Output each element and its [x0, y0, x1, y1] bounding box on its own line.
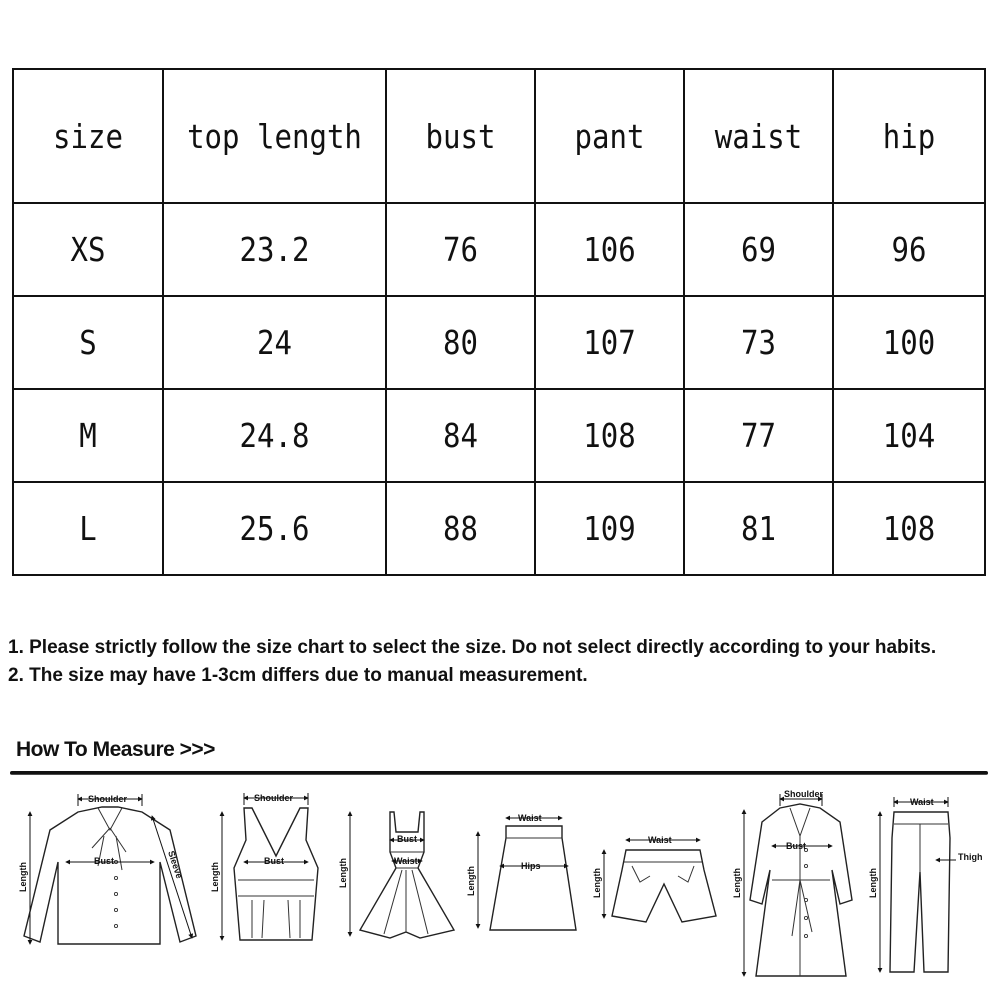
cell-waist: 73: [693, 296, 824, 389]
cell-top-length: 24.8: [176, 389, 372, 482]
cell-bust: 84: [395, 389, 526, 482]
coat-figure: [732, 789, 852, 976]
blouse-figure: [18, 794, 196, 944]
cell-top-length: 25.6: [176, 482, 372, 575]
shorts-waist-label: Waist: [648, 835, 672, 845]
blouse-bust-label: Bust: [94, 856, 114, 866]
cell-size: XS: [22, 203, 154, 296]
table-row: [13, 203, 985, 296]
table-header-row: [13, 69, 985, 203]
cell-size: M: [22, 389, 154, 482]
table-row: [13, 389, 985, 482]
dress-bust-label: Bust: [397, 834, 417, 844]
shorts-length-label: Length: [592, 868, 602, 898]
pants-figure: [868, 797, 983, 972]
cell-top-length: 23.2: [176, 203, 372, 296]
tank-figure: [210, 793, 318, 940]
cell-hip: 108: [842, 482, 976, 575]
tank-length-label: Length: [210, 862, 220, 892]
cell-pant: 106: [544, 203, 675, 296]
pants-length-label: Length: [868, 868, 878, 898]
header-bust: bust: [395, 69, 526, 203]
shorts-figure: [592, 835, 716, 922]
blouse-shoulder-label: Shoulder: [88, 794, 128, 804]
skirt-figure: [466, 813, 576, 930]
table-row: [13, 482, 985, 575]
cell-top-length: 24: [176, 296, 372, 389]
cell-bust: 76: [395, 203, 526, 296]
skirt-length-label: Length: [466, 866, 476, 896]
section-divider: [10, 771, 988, 775]
cell-size: L: [22, 482, 154, 575]
pants-waist-label: Waist: [910, 797, 934, 807]
tank-shoulder-label: Shoulder: [254, 793, 294, 803]
cell-pant: 109: [544, 482, 675, 575]
cell-pant: 108: [544, 389, 675, 482]
cell-bust: 88: [395, 482, 526, 575]
cell-size: S: [22, 296, 154, 389]
size-chart-table: [12, 68, 986, 576]
cell-waist: 77: [693, 389, 824, 482]
header-top-length: top length: [176, 69, 372, 203]
blouse-sleeve-label: Sleeve: [166, 849, 185, 880]
dress-figure: [338, 812, 454, 938]
tank-bust-label: Bust: [264, 856, 284, 866]
how-to-measure-title: How To Measure >>>: [16, 738, 215, 761]
blouse-length-label: Length: [18, 862, 28, 892]
header-pant: pant: [544, 69, 675, 203]
skirt-waist-label: Waist: [518, 813, 542, 823]
note-1: 1. Please strictly follow the size chart to select the size. Do not select directly according to your habits.: [8, 637, 937, 658]
header-waist: waist: [693, 69, 824, 203]
table-row: [13, 296, 985, 389]
measurement-figures: [0, 780, 1000, 992]
cell-waist: 69: [693, 203, 824, 296]
cell-hip: 104: [842, 389, 976, 482]
cell-bust: 80: [395, 296, 526, 389]
skirt-hips-label: Hips: [521, 861, 541, 871]
pants-thigh-label: Thigh: [958, 852, 983, 862]
header-size: size: [22, 69, 154, 203]
dress-length-label: Length: [338, 858, 348, 888]
header-hip: hip: [842, 69, 976, 203]
cell-hip: 96: [842, 203, 976, 296]
coat-length-label: Length: [732, 868, 742, 898]
size-notes: [8, 634, 992, 690]
coat-shoulder-label: Shoulder: [784, 789, 824, 799]
note-2: 2. The size may have 1-3cm differs due to manual measurement.: [8, 665, 588, 686]
coat-bust-label: Bust: [786, 841, 806, 851]
cell-pant: 107: [544, 296, 675, 389]
cell-hip: 100: [842, 296, 976, 389]
cell-waist: 81: [693, 482, 824, 575]
dress-waist-label: Waist: [394, 856, 418, 866]
